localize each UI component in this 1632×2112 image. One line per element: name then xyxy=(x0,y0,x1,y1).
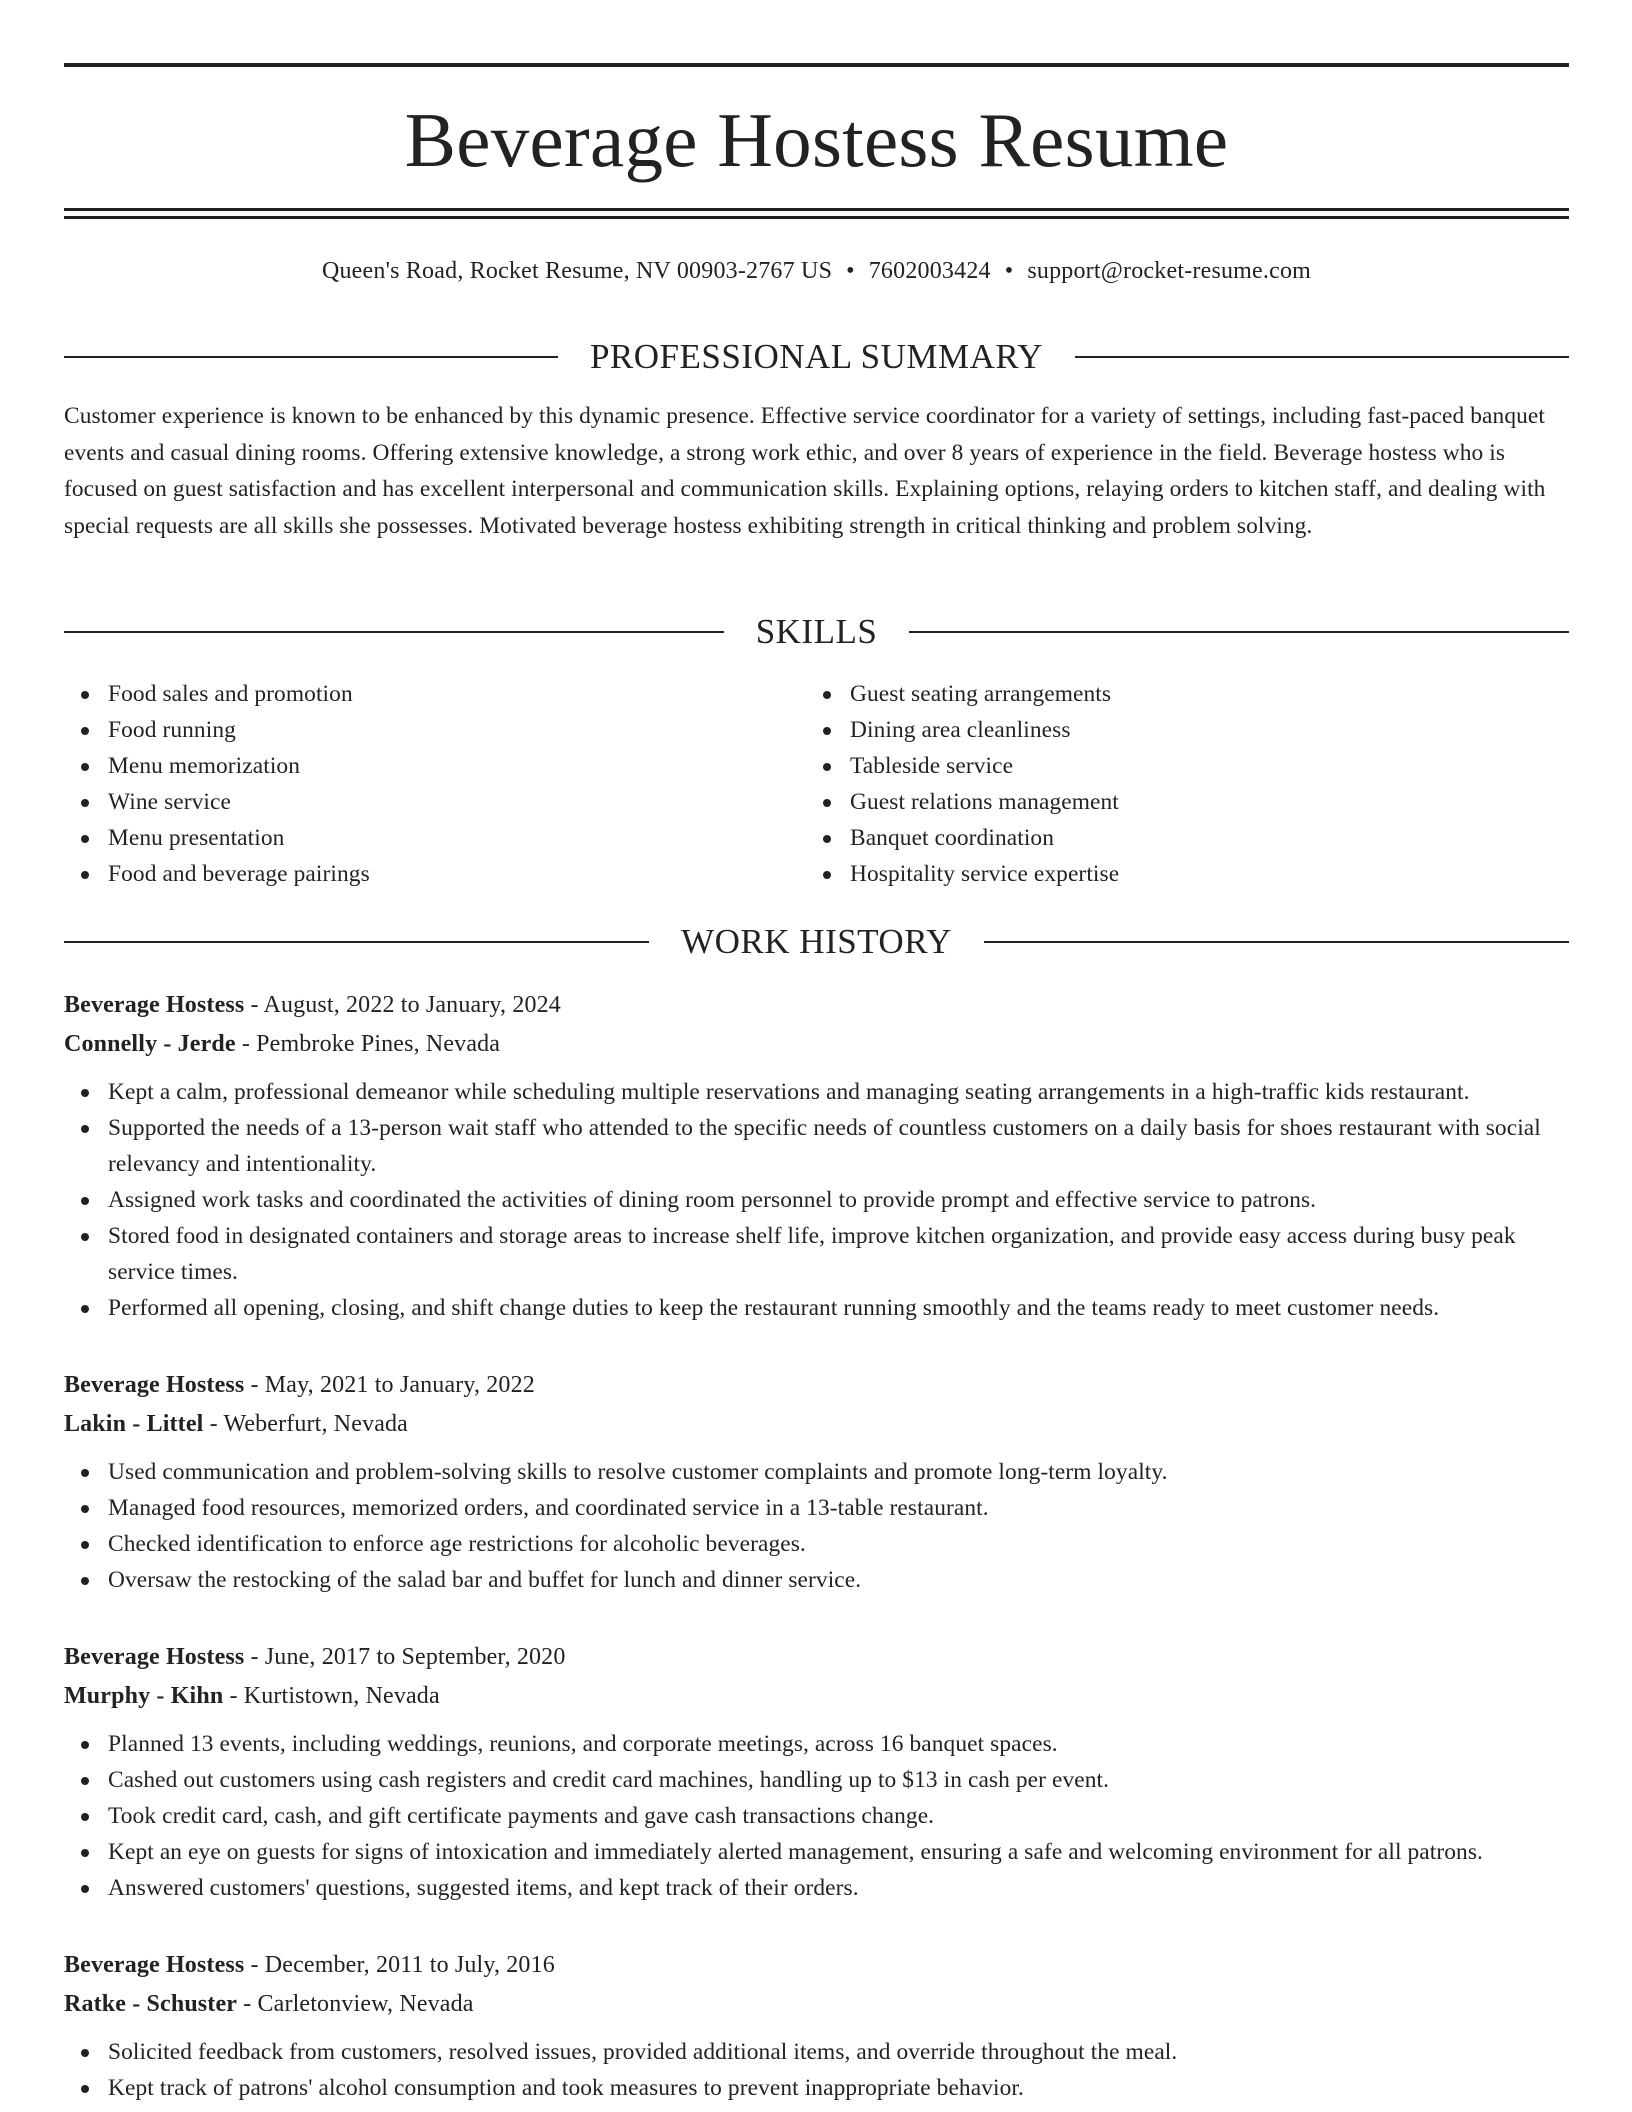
job-company: Connelly - Jerde xyxy=(64,1031,236,1057)
job-title: Beverage Hostess xyxy=(64,1372,245,1398)
skill-item: Guest seating arrangements xyxy=(806,676,1548,712)
job-company: Murphy - Kihn xyxy=(64,1683,224,1709)
job-company: Lakin - Littel xyxy=(64,1411,204,1437)
job-entry xyxy=(64,1946,1569,2106)
job-location: - Carletonview, Nevada xyxy=(237,1991,474,2017)
job-bullet: Assigned work tasks and coordinated the activities of dining room personnel to provide prompt and effective service to patrons. xyxy=(64,1182,1569,1218)
job-company: Ratke - Schuster xyxy=(64,1991,238,2017)
job-dates: - May, 2021 to January, 2022 xyxy=(244,1372,535,1398)
job-entry xyxy=(64,1366,1569,1598)
job-location: - Kurtistown, Nevada xyxy=(223,1683,440,1709)
top-rule xyxy=(64,63,1569,67)
job-bullet: Oversaw the restocking of the salad bar and buffet for lunch and dinner service. xyxy=(64,1562,1569,1598)
skill-item: Wine service xyxy=(64,784,806,820)
contact-line xyxy=(64,254,1569,288)
job-bullet: Supported the needs of a 13-person wait staff who attended to the specific needs of countless customers on a daily basis for shoes restaurant with social relevancy and intentionality. xyxy=(64,1110,1569,1182)
skills-column-right xyxy=(806,676,1548,892)
job-bullet: Checked identification to enforce age restrictions for alcoholic beverages. xyxy=(64,1526,1569,1562)
job-title: Beverage Hostess xyxy=(64,992,245,1018)
job-company-line xyxy=(64,1405,1569,1444)
job-role-line xyxy=(64,1638,1569,1677)
heading-rule-left xyxy=(64,356,558,358)
heading-rule-left xyxy=(64,631,724,633)
job-role-line xyxy=(64,986,1569,1025)
summary-text: Customer experience is known to be enhanced by this dynamic presence. Effective service coordinator for a variety of settings, including fast-paced banquet events and casual dining rooms. Offering extensive knowledge, a strong work ethic, and over 8 years of experience in the field. Beverage hostess who is focused on guest satisfaction and has excellent interpersonal and communication skills. Explaining options, relaying orders to kitchen staff, and dealing with special requests are all skills she possesses. Motivated beverage hostess exhibiting strength in critical thinking and problem solving. xyxy=(64,403,1546,539)
job-bullet: Planned 13 events, including weddings, reunions, and corporate meetings, across 16 banquet spaces. xyxy=(64,1726,1569,1762)
title-rule-lower xyxy=(64,216,1569,219)
job-bullet: Cashed out customers using cash registers and credit card machines, handling up to $13 in cash per event. xyxy=(64,1762,1569,1798)
job-bullet: Performed all opening, closing, and shift change duties to keep the restaurant running smoothly and the teams ready to meet customer needs. xyxy=(64,1290,1569,1326)
job-title: Beverage Hostess xyxy=(64,1644,245,1670)
job-location: - Weberfurt, Nevada xyxy=(203,1411,408,1437)
title-rule-upper xyxy=(64,208,1569,211)
skill-item: Food and beverage pairings xyxy=(64,856,806,892)
job-bullets xyxy=(64,1726,1569,1906)
contact-separator: • xyxy=(846,258,855,284)
skill-item: Banquet coordination xyxy=(806,820,1548,856)
skill-item: Guest relations management xyxy=(806,784,1548,820)
skill-item: Tableside service xyxy=(806,748,1548,784)
skills-column-left xyxy=(64,676,806,892)
skill-item: Menu presentation xyxy=(64,820,806,856)
heading-rule-left xyxy=(64,941,649,943)
job-dates: - December, 2011 to July, 2016 xyxy=(244,1952,555,1978)
job-bullets xyxy=(64,2034,1569,2106)
job-role-line xyxy=(64,1946,1569,1985)
job-bullet: Kept an eye on guests for signs of intoxication and immediately alerted management, ensuring a safe and welcoming environment for all patrons. xyxy=(64,1834,1569,1870)
skills-heading-label: SKILLS xyxy=(755,612,878,651)
summary-heading-label: PROFESSIONAL SUMMARY xyxy=(589,337,1044,376)
job-company-line xyxy=(64,1025,1569,1064)
skills-list xyxy=(64,676,1569,892)
skill-item: Dining area cleanliness xyxy=(806,712,1548,748)
contact-phone: 7602003424 xyxy=(868,258,991,284)
job-bullet: Kept track of patrons' alcohol consumption and took measures to prevent inappropriate behavior. xyxy=(64,2070,1569,2106)
skill-item: Hospitality service expertise xyxy=(806,856,1548,892)
job-bullet: Stored food in designated containers and storage areas to increase shelf life, improve kitchen organization, and provide easy access during busy peak service times. xyxy=(64,1218,1569,1290)
job-bullet: Used communication and problem-solving skills to resolve customer complaints and promote long-term loyalty. xyxy=(64,1454,1569,1490)
skill-item: Food running xyxy=(64,712,806,748)
job-company-line xyxy=(64,1985,1569,2024)
job-dates: - June, 2017 to September, 2020 xyxy=(244,1644,566,1670)
work-heading xyxy=(64,922,1569,962)
job-entry xyxy=(64,986,1569,1326)
job-bullets xyxy=(64,1454,1569,1598)
job-role-line xyxy=(64,1366,1569,1405)
job-bullet: Kept a calm, professional demeanor while scheduling multiple reservations and managing seating arrangements in a high-traffic kids restaurant. xyxy=(64,1074,1569,1110)
heading-rule-right xyxy=(1075,356,1569,358)
job-title: Beverage Hostess xyxy=(64,1952,245,1978)
contact-address: Queen's Road, Rocket Resume, NV 00903-2767 US xyxy=(321,258,833,284)
page-title: Beverage Hostess Resume xyxy=(404,97,1229,183)
summary-heading xyxy=(64,337,1569,377)
job-dates: - August, 2022 to January, 2024 xyxy=(244,992,561,1018)
skill-item: Food sales and promotion xyxy=(64,676,806,712)
job-company-line xyxy=(64,1677,1569,1716)
heading-rule-right xyxy=(984,941,1569,943)
job-bullet: Solicited feedback from customers, resolved issues, provided additional items, and override throughout the meal. xyxy=(64,2034,1569,2070)
job-bullets xyxy=(64,1074,1569,1326)
skills-heading xyxy=(64,612,1569,652)
job-bullet: Answered customers' questions, suggested items, and kept track of their orders. xyxy=(64,1870,1569,1906)
job-location: - Pembroke Pines, Nevada xyxy=(235,1031,501,1057)
job-bullet: Took credit card, cash, and gift certificate payments and gave cash transactions change. xyxy=(64,1798,1569,1834)
heading-rule-right xyxy=(909,631,1569,633)
contact-email: support@rocket-resume.com xyxy=(1027,258,1312,284)
job-entry xyxy=(64,1638,1569,1906)
work-heading-label: WORK HISTORY xyxy=(681,922,952,961)
job-bullet: Managed food resources, memorized orders, and coordinated service in a 13-table restaurant. xyxy=(64,1490,1569,1526)
skill-item: Menu memorization xyxy=(64,748,806,784)
contact-separator: • xyxy=(1004,258,1014,284)
